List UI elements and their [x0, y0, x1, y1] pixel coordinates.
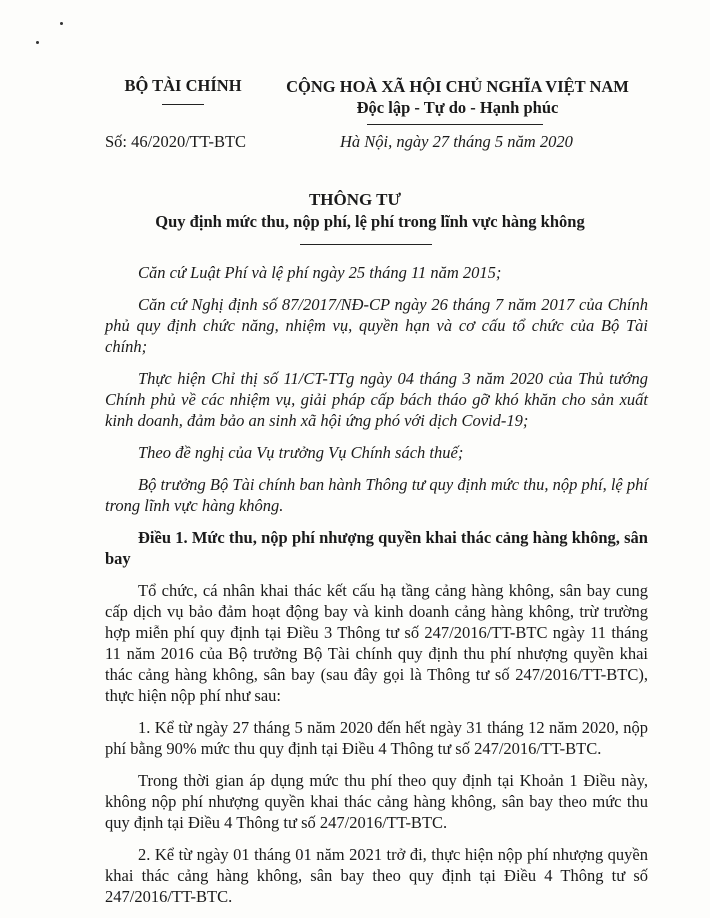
document-body — [105, 262, 648, 918]
preamble-paragraph: Bộ trưởng Bộ Tài chính ban hành Thông tư quy định mức thu, nộp phí, lệ phí trong lĩnh vực hàng không. — [105, 475, 648, 515]
motto-underline — [367, 124, 543, 125]
country-name: CỘNG HOÀ XÃ HỘI CHỦ NGHĨA VIỆT NAM — [286, 77, 629, 96]
document-number: Số: 46/2020/TT-BTC — [105, 132, 247, 151]
subject-underline — [300, 244, 432, 245]
ministry-name: BỘ TÀI CHÍNH — [124, 76, 242, 95]
article-paragraph: Trong thời gian áp dụng mức thu phí theo quy định tại Khoản 1 Điều này, không nộp phí nhượng quyền khai thác cảng hàng không, sân bay theo mức thu quy định tại Điều 4 Thông tư số 247/2016/TT-BTC. — [105, 771, 648, 832]
motto: Độc lập - Tự do - Hạnh phúc — [356, 98, 559, 117]
scan-speck — [60, 22, 63, 25]
national-header — [275, 76, 640, 118]
preamble-paragraph: Căn cứ Nghị định số 87/2017/NĐ-CP ngày 26 tháng 7 năm 2017 của Chính phủ quy định chức năng, nhiệm vụ, quyền hạn và cơ cấu tổ chức của Bộ Tài chính; — [105, 295, 648, 356]
article-heading: Điều 1. Mức thu, nộp phí nhượng quyền khai thác cảng hàng không, sân bay — [105, 528, 648, 568]
document-subject: Quy định mức thu, nộp phí, lệ phí trong lĩnh vực hàng không — [155, 212, 585, 231]
place-date: Hà Nội, ngày 27 tháng 5 năm 2020 — [340, 132, 573, 151]
document-type: THÔNG TƯ — [308, 190, 402, 209]
ministry-underline — [162, 104, 204, 105]
article-paragraph: 2. Kể từ ngày 01 tháng 01 năm 2021 trở đi, thực hiện nộp phí nhượng quyền khai thác cảng hàng không, sân bay theo quy định tại Điều 4 Thông tư số 247/2016/TT-BTC. — [105, 845, 648, 906]
article-paragraph: 1. Kể từ ngày 27 tháng 5 năm 2020 đến hết ngày 31 tháng 12 năm 2020, nộp phí bằng 90% mức thu quy định tại Điều 4 Thông tư số 247/2016/TT-BTC. — [105, 718, 648, 758]
preamble-paragraph: Căn cứ Luật Phí và lệ phí ngày 25 tháng 11 năm 2015; — [138, 263, 502, 282]
scan-speck — [36, 41, 39, 44]
preamble-paragraph: Thực hiện Chỉ thị số 11/CT-TTg ngày 04 tháng 3 năm 2020 của Thủ tướng Chính phủ về các nhiệm vụ, giải pháp cấp bách tháo gỡ khó khăn cho sản xuất kinh doanh, đảm bảo an sinh xã hội ứng phó với dịch Covid-19; — [105, 369, 648, 430]
preamble-paragraph: Theo đề nghị của Vụ trưởng Vụ Chính sách thuế; — [138, 443, 464, 462]
article-paragraph: Tổ chức, cá nhân khai thác kết cấu hạ tầng cảng hàng không, sân bay cung cấp dịch vụ bảo đảm hoạt động bay và kinh doanh cảng hàng không, trừ trường hợp miễn phí quy định tại Điều 3 Thông tư số 247/2016/TT-BTC ngày 11 tháng 11 năm 2016 của Bộ trưởng Bộ Tài chính quy định thu phí nhượng quyền khai thác cảng hàng không, sân bay (sau đây gọi là Thông tư số 247/2016/TT-BTC), thực hiện nộp phí như sau: — [105, 581, 648, 705]
